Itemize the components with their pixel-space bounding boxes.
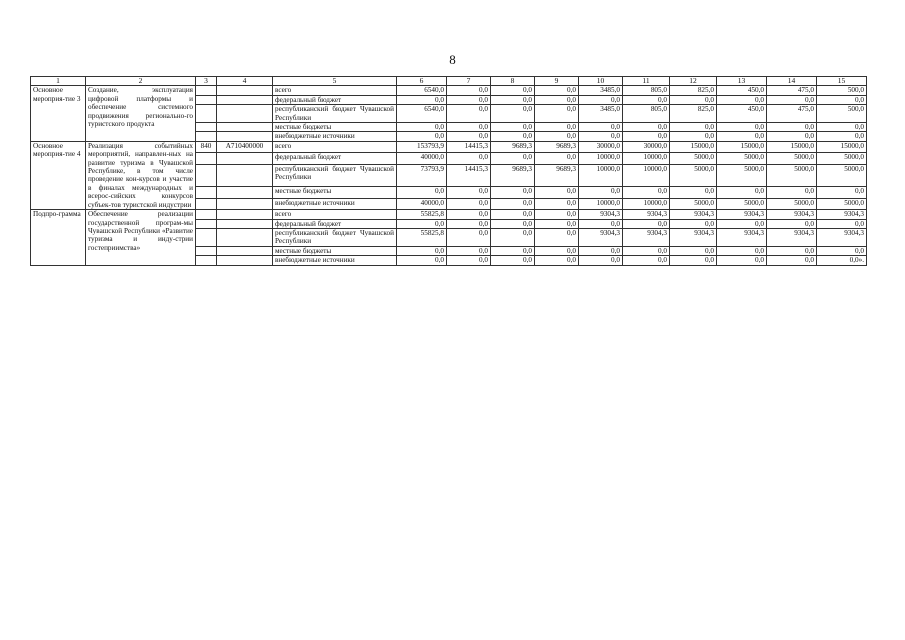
value-cell: 6540,0 (397, 86, 447, 95)
section-col3-cell (196, 210, 217, 219)
value-cell: 0,0 (491, 246, 535, 255)
header-cell: 13 (717, 77, 767, 86)
header-cell: 6 (397, 77, 447, 86)
section-col3-cell (196, 228, 217, 246)
section-col3-cell (196, 198, 217, 210)
header-cell: 7 (447, 77, 491, 86)
value-cell: 0,0 (767, 132, 817, 141)
section-col3-cell: 840 (196, 141, 217, 153)
value-cell: 450,0 (717, 105, 767, 123)
value-cell: 5000,0 (670, 198, 717, 210)
value-cell: 0,0 (447, 219, 491, 228)
value-cell: 0,0 (491, 132, 535, 141)
section-col3-cell (196, 86, 217, 95)
value-cell: 0,0 (717, 95, 767, 104)
value-cell: 0,0 (817, 132, 867, 141)
section-col4-cell (217, 219, 273, 228)
funding-source-cell: местные бюджеты (273, 123, 397, 132)
value-cell: 805,0 (623, 86, 670, 95)
funding-source-cell: местные бюджеты (273, 246, 397, 255)
value-cell: 0,0 (717, 186, 767, 198)
value-cell: 0,0 (535, 132, 579, 141)
section-col4-cell (217, 123, 273, 132)
value-cell: 0,0 (535, 210, 579, 219)
value-cell: 0,0 (447, 132, 491, 141)
section-col4-cell (217, 132, 273, 141)
section-description-cell: Обеспечение реализации государственной програм-мы Чувашской Республики «Развитие туризма и инду-стрии гостеприимства» (86, 210, 196, 265)
value-cell: 3485,0 (579, 105, 623, 123)
value-cell: 5000,0 (670, 165, 717, 187)
section-description-cell: Реализация событийных мероприятий, направлен-ных на развитие туризма в Чувашской Республике, в том числе проведение кон-курсов и участие в финалах международных и всерос-сийских конкурсов субъек-тов туристской индустрии (86, 141, 196, 209)
value-cell: 500,0 (817, 86, 867, 95)
value-cell: 0,0 (447, 95, 491, 104)
value-cell: 0,0 (717, 219, 767, 228)
value-cell: 0,0 (491, 95, 535, 104)
value-cell: 0,0 (623, 95, 670, 104)
header-cell: 10 (579, 77, 623, 86)
value-cell: 0,0 (670, 123, 717, 132)
table-row (31, 210, 867, 219)
value-cell: 9689,3 (491, 141, 535, 153)
value-cell: 0,0 (447, 105, 491, 123)
value-cell: 0,0 (397, 123, 447, 132)
value-cell: 0,0 (579, 186, 623, 198)
value-cell: 9304,3 (817, 228, 867, 246)
funding-source-cell: внебюджетные источники (273, 132, 397, 141)
value-cell: 0,0 (817, 123, 867, 132)
header-cell: 14 (767, 77, 817, 86)
funding-source-cell: внебюджетные источники (273, 256, 397, 265)
value-cell: 0,0 (670, 95, 717, 104)
value-cell: 10000,0 (579, 198, 623, 210)
funding-source-cell: местные бюджеты (273, 186, 397, 198)
section-col4-cell (217, 210, 273, 219)
value-cell: 153793,9 (397, 141, 447, 153)
value-cell: 0,0 (767, 95, 817, 104)
value-cell: 0,0 (623, 256, 670, 265)
value-cell: 0,0 (767, 219, 817, 228)
value-cell: 0,0 (397, 186, 447, 198)
value-cell: 0,0 (447, 210, 491, 219)
value-cell: 0,0 (670, 132, 717, 141)
value-cell: 0,0 (717, 246, 767, 255)
value-cell: 5000,0 (767, 198, 817, 210)
value-cell: 0,0 (447, 86, 491, 95)
value-cell: 73793,9 (397, 165, 447, 187)
section-col3-cell (196, 95, 217, 104)
value-cell: 475,0 (767, 86, 817, 95)
value-cell: 0,0 (535, 228, 579, 246)
value-cell: 0,0 (579, 95, 623, 104)
value-cell: 15000,0 (717, 141, 767, 153)
value-cell: 0,0 (579, 246, 623, 255)
header-cell: 1 (31, 77, 86, 86)
value-cell: 6540,0 (397, 105, 447, 123)
value-cell: 9689,3 (535, 141, 579, 153)
section-col3-cell (196, 186, 217, 198)
value-cell: 0,0 (767, 246, 817, 255)
value-cell: 30000,0 (579, 141, 623, 153)
value-cell: 10000,0 (623, 153, 670, 165)
table-row (31, 86, 867, 95)
value-cell: 0,0 (447, 256, 491, 265)
funding-source-cell: республиканский бюджет Чувашской Республики (273, 165, 397, 187)
value-cell: 805,0 (623, 105, 670, 123)
value-cell: 14415,3 (447, 165, 491, 187)
section-col4-cell (217, 105, 273, 123)
funding-source-cell: всего (273, 86, 397, 95)
value-cell: 0,0 (767, 123, 817, 132)
section-col3-cell (196, 219, 217, 228)
value-cell: 0,0 (717, 132, 767, 141)
funding-source-cell: республиканский бюджет Чувашской Республики (273, 105, 397, 123)
value-cell: 0,0 (491, 198, 535, 210)
value-cell: 500,0 (817, 105, 867, 123)
value-cell: 10000,0 (623, 165, 670, 187)
section-description-cell: Создание, эксплуатация цифровой платформы и обеспечение системного продвижения регионально-го туристского продукта (86, 86, 196, 141)
value-cell: 0,0 (767, 256, 817, 265)
value-cell: 5000,0 (670, 153, 717, 165)
value-cell: 0,0 (535, 198, 579, 210)
section-label-cell: Основное мероприя-тие 4 (31, 141, 86, 209)
value-cell: 0,0 (670, 246, 717, 255)
value-cell: 0,0 (535, 186, 579, 198)
value-cell: 0,0 (579, 132, 623, 141)
value-cell: 9304,3 (623, 210, 670, 219)
table-row (31, 141, 867, 153)
value-cell: 9304,3 (670, 228, 717, 246)
funding-source-cell: всего (273, 141, 397, 153)
funding-source-cell: всего (273, 210, 397, 219)
header-cell: 9 (535, 77, 579, 86)
value-cell: 0,0 (623, 219, 670, 228)
value-cell: 0,0 (397, 256, 447, 265)
value-cell: 0,0 (535, 256, 579, 265)
value-cell: 0,0 (670, 256, 717, 265)
value-cell: 0,0 (491, 228, 535, 246)
funding-source-cell: внебюджетные источники (273, 198, 397, 210)
value-cell: 0,0 (535, 153, 579, 165)
section-col3-cell (196, 165, 217, 187)
value-cell: 9304,3 (717, 228, 767, 246)
value-cell: 0,0 (670, 186, 717, 198)
section-col4-cell (217, 165, 273, 187)
section-col3-cell (196, 153, 217, 165)
header-cell: 8 (491, 77, 535, 86)
header-cell: 12 (670, 77, 717, 86)
value-cell: 9689,3 (535, 165, 579, 187)
value-cell: 0,0 (817, 219, 867, 228)
value-cell: 9304,3 (767, 228, 817, 246)
value-cell: 0,0 (491, 105, 535, 123)
value-cell: 0,0 (817, 95, 867, 104)
header-cell: 4 (217, 77, 273, 86)
section-col4-cell (217, 95, 273, 104)
section-col3-cell (196, 256, 217, 265)
value-cell: 0,0 (817, 186, 867, 198)
value-cell: 15000,0 (767, 141, 817, 153)
value-cell: 0,0 (397, 246, 447, 255)
value-cell: 5000,0 (767, 165, 817, 187)
value-cell: 450,0 (717, 86, 767, 95)
header-cell: 5 (273, 77, 397, 86)
value-cell: 9689,3 (491, 165, 535, 187)
value-cell: 0,0 (447, 186, 491, 198)
value-cell: 0,0 (767, 186, 817, 198)
funding-source-cell: федеральный бюджет (273, 153, 397, 165)
value-cell: 15000,0 (817, 141, 867, 153)
value-cell: 9304,3 (670, 210, 717, 219)
value-cell: 0,0 (491, 186, 535, 198)
value-cell: 0,0 (535, 123, 579, 132)
value-cell: 0,0 (817, 246, 867, 255)
funding-table (30, 76, 867, 266)
value-cell: 5000,0 (717, 165, 767, 187)
value-cell: 5000,0 (717, 198, 767, 210)
value-cell: 55825,8 (397, 228, 447, 246)
header-cell: 3 (196, 77, 217, 86)
section-col4-cell (217, 86, 273, 95)
section-col4-cell (217, 198, 273, 210)
funding-source-cell: федеральный бюджет (273, 219, 397, 228)
section-col3-cell (196, 105, 217, 123)
funding-source-cell: республиканский бюджет Чувашской Республики (273, 228, 397, 246)
value-cell: 0,0 (447, 228, 491, 246)
value-cell: 0,0 (623, 246, 670, 255)
value-cell: 0,0 (579, 219, 623, 228)
value-cell: 5000,0 (817, 198, 867, 210)
value-cell: 5000,0 (767, 153, 817, 165)
value-cell: 0,0 (579, 256, 623, 265)
value-cell: 5000,0 (717, 153, 767, 165)
value-cell: 475,0 (767, 105, 817, 123)
value-cell: 0,0 (535, 95, 579, 104)
section-col4-cell (217, 246, 273, 255)
value-cell: 9304,3 (623, 228, 670, 246)
value-cell: 0,0 (447, 123, 491, 132)
header-cell: 11 (623, 77, 670, 86)
value-cell: 0,0 (535, 246, 579, 255)
header-row (31, 77, 867, 86)
value-cell: 0,0 (623, 132, 670, 141)
value-cell: 15000,0 (670, 141, 717, 153)
value-cell: 0,0 (491, 123, 535, 132)
value-cell: 0,0 (397, 132, 447, 141)
value-cell: 0,0 (535, 105, 579, 123)
value-cell: 0,0 (717, 123, 767, 132)
value-cell: 0,0 (623, 123, 670, 132)
value-cell: 9304,3 (817, 210, 867, 219)
value-cell: 9304,3 (579, 228, 623, 246)
value-cell: 0,0 (491, 86, 535, 95)
section-col4-cell (217, 153, 273, 165)
value-cell: 0,0 (397, 219, 447, 228)
value-cell: 3485,0 (579, 86, 623, 95)
section-col4-cell: А710400000 (217, 141, 273, 153)
funding-source-cell: федеральный бюджет (273, 95, 397, 104)
value-cell: 40000,0 (397, 153, 447, 165)
value-cell: 0,0 (535, 86, 579, 95)
value-cell: 0,0 (491, 219, 535, 228)
value-cell: 40000,0 (397, 198, 447, 210)
value-cell: 0,0 (670, 219, 717, 228)
value-cell: 0,0». (817, 256, 867, 265)
value-cell: 0,0 (535, 219, 579, 228)
value-cell: 0,0 (491, 153, 535, 165)
value-cell: 825,0 (670, 105, 717, 123)
section-label-cell: Основное мероприя-тие 3 (31, 86, 86, 141)
value-cell: 0,0 (447, 153, 491, 165)
section-col4-cell (217, 256, 273, 265)
value-cell: 30000,0 (623, 141, 670, 153)
value-cell: 0,0 (447, 246, 491, 255)
section-label-cell: Подпро-грамма (31, 210, 86, 265)
value-cell: 0,0 (397, 95, 447, 104)
section-col3-cell (196, 123, 217, 132)
section-col3-cell (196, 132, 217, 141)
section-col4-cell (217, 228, 273, 246)
table-body (31, 86, 867, 265)
value-cell: 0,0 (491, 210, 535, 219)
value-cell: 14415,3 (447, 141, 491, 153)
value-cell: 9304,3 (579, 210, 623, 219)
value-cell: 5000,0 (817, 165, 867, 187)
header-cell: 2 (86, 77, 196, 86)
section-col3-cell (196, 246, 217, 255)
value-cell: 0,0 (717, 256, 767, 265)
value-cell: 0,0 (491, 256, 535, 265)
value-cell: 10000,0 (623, 198, 670, 210)
value-cell: 825,0 (670, 86, 717, 95)
value-cell: 10000,0 (579, 165, 623, 187)
value-cell: 10000,0 (579, 153, 623, 165)
value-cell: 9304,3 (717, 210, 767, 219)
value-cell: 0,0 (623, 186, 670, 198)
header-cell: 15 (817, 77, 867, 86)
value-cell: 9304,3 (767, 210, 817, 219)
value-cell: 0,0 (579, 123, 623, 132)
value-cell: 5000,0 (817, 153, 867, 165)
section-col4-cell (217, 186, 273, 198)
value-cell: 0,0 (447, 198, 491, 210)
value-cell: 55825,8 (397, 210, 447, 219)
page-number: 8 (449, 52, 456, 67)
